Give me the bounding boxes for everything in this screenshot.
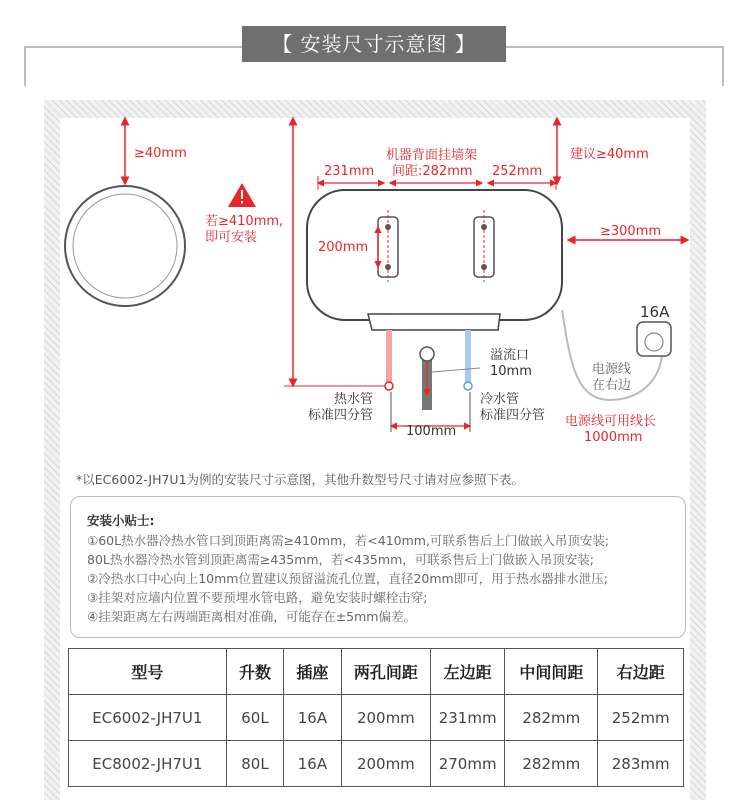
- table-cell: 270mm: [431, 741, 505, 787]
- warning-icon: [228, 183, 256, 207]
- table-header: 插座: [284, 649, 342, 695]
- table-cell: EC6002-JH7U1: [69, 695, 227, 741]
- ceiling-left-label: ≥40mm: [134, 146, 187, 161]
- pipe-distance-label: 100mm: [406, 424, 457, 439]
- table-cell: 200mm: [341, 695, 430, 741]
- install-tips-box: [70, 496, 686, 638]
- bracket-height-label: 200mm: [318, 240, 369, 255]
- bracket-title-label: 机器背面挂墙架: [386, 148, 478, 163]
- table-cell: EC8002-JH7U1: [69, 741, 227, 787]
- page-title: 【 安装尺寸示意图 】: [242, 26, 506, 62]
- tip-line: ①60L热水器冷热水管口到顶距离需≥410mm，若<410mm,可联系售后上门做嵌入吊顶安装;: [87, 533, 610, 548]
- table-cell: 200mm: [341, 741, 430, 787]
- table-row: [69, 741, 684, 787]
- table-cell: 231mm: [431, 695, 505, 741]
- cord-length-value: 1000mm: [584, 430, 643, 445]
- table-cell: 283mm: [598, 741, 684, 787]
- bracket-spacing-label: 间距:282mm: [392, 164, 473, 179]
- table-header: 两孔间距: [341, 649, 430, 695]
- tips-title: 安装小贴士:: [87, 513, 155, 528]
- table-cell: 16A: [284, 695, 342, 741]
- right-distance-label: 252mm: [492, 164, 543, 179]
- ceiling-right-label: 建议≥40mm: [570, 147, 649, 162]
- overflow-port-label: 溢流口 10mm: [490, 348, 532, 379]
- cold-pipe-label: 冷水管 标准四分管: [480, 392, 546, 423]
- socket-label: 16A: [640, 303, 670, 321]
- power-cord-side-label: 电源线 在右边: [592, 362, 632, 393]
- hot-pipe: [386, 330, 392, 386]
- tip-line: ②冷热水口中心向上10mm位置建议预留溢流孔位置，直径20mm即可，用于热水器排水泄压;: [87, 571, 608, 586]
- table-header-row: [69, 649, 684, 695]
- left-distance-label: 231mm: [324, 164, 375, 179]
- table-header: 右边距: [598, 649, 684, 695]
- table-cell: 16A: [284, 741, 342, 787]
- heater-side-view: [65, 186, 185, 306]
- tip-line: ④挂架距离左右两端距离相对准确，可能存在±5mm偏差。: [87, 609, 416, 624]
- table-cell: 80L: [226, 741, 283, 787]
- table-cell: 282mm: [505, 741, 598, 787]
- table-header: 型号: [69, 649, 227, 695]
- diagram-note: *以EC6002-JH7U1为例的安装尺寸示意图，其他升数型号尺寸请对应参照下表。: [76, 472, 525, 487]
- table-header: 升数: [226, 649, 283, 695]
- overflow-valve: [420, 347, 434, 410]
- table-cell: 60L: [226, 695, 283, 741]
- warning-label: 若≥410mm, 即可安装: [205, 214, 284, 245]
- side-clearance-label: ≥300mm: [600, 224, 662, 239]
- table-row: [69, 695, 684, 741]
- tip-line: ③挂架对应墙内位置不要预埋水管电路，避免安装时螺栓击穿;: [87, 590, 428, 605]
- table-cell: 252mm: [598, 695, 684, 741]
- cold-pipe: [465, 330, 471, 386]
- spec-table: [68, 648, 684, 787]
- table-header: 左边距: [431, 649, 505, 695]
- hot-pipe-label: 热水管 标准四分管: [308, 392, 374, 423]
- tip-line: 80L热水器冷热水管到顶距离需≥435mm，若<435mm，可联系售后上门做嵌入吊顶安装;: [87, 552, 594, 567]
- table-cell: 282mm: [505, 695, 598, 741]
- table-header: 中间间距: [505, 649, 598, 695]
- cord-length-title: 电源线可用线长: [565, 414, 657, 429]
- heater-bottom-panel: [368, 314, 500, 330]
